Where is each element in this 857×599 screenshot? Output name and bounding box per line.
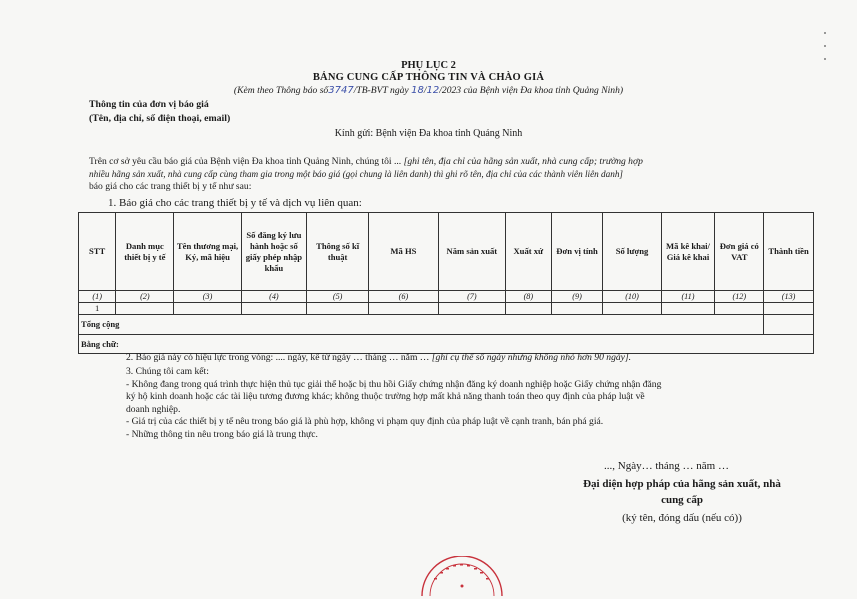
commitments-list: [126, 379, 816, 441]
table-cell: [603, 303, 661, 315]
amount-in-words-row: [79, 335, 814, 354]
col-number: (1): [79, 291, 116, 303]
commit-title: 3. Chúng tôi cam kết:: [126, 366, 209, 377]
col-number: (8): [506, 291, 552, 303]
quotation-table: [78, 212, 814, 354]
col-header: Đơn giá có VAT: [715, 213, 764, 291]
table-header-row: [79, 213, 814, 291]
col-number: (7): [438, 291, 505, 303]
col-header: Mã HS: [369, 213, 438, 291]
col-header: Thông số kĩ thuật: [307, 213, 369, 291]
table-cell: [241, 303, 306, 315]
red-seal-icon: [414, 556, 510, 596]
col-number: (10): [603, 291, 661, 303]
row-stt: 1: [79, 303, 116, 315]
table-cell: [438, 303, 505, 315]
col-header: Đơn vị tính: [551, 213, 603, 291]
col-header: Danh mục thiết bị y tế: [116, 213, 174, 291]
signature-date-line: ..., Ngày… tháng … năm …: [604, 460, 729, 472]
intro-line1-italic: [ghi tên, địa chỉ của hãng sản xuất, nhà cung cấp; trường hợp: [403, 156, 643, 167]
table-cell: [715, 303, 764, 315]
validity-note: [ghi cụ thể số ngày nhưng không nhỏ hơn 90 ngày].: [431, 352, 632, 363]
commitment-line: doanh nghiệp.: [126, 403, 181, 415]
table-cell: [369, 303, 438, 315]
intro-line3: báo giá cho các trang thiết bị y tế như sau:: [89, 180, 252, 192]
col-header: Thành tiền: [764, 213, 814, 291]
signature-note: (ký tên, đóng dấu (nếu có)): [622, 512, 742, 524]
table-number-row: [79, 291, 814, 303]
validity-text: 2. Báo giá này có hiệu lực trong vòng: .... ngày, kể từ ngày … tháng … năm …: [126, 352, 432, 363]
subtitle-suffix: /2023 của Bệnh viện Đa khoa tỉnh Quảng Ninh): [439, 85, 624, 96]
table-row: [79, 303, 814, 315]
notice-number-handwritten: 3747: [328, 85, 354, 96]
col-number: (6): [369, 291, 438, 303]
unit-info-line2: (Tên, địa chỉ, số điện thoại, email): [89, 113, 231, 124]
appendix-title: PHỤ LỤC 2: [401, 60, 456, 71]
intro-paragraph: [89, 156, 809, 193]
col-number: (13): [764, 291, 814, 303]
col-header: Tên thương mại, Ký, mã hiệu: [174, 213, 241, 291]
table-cell: [174, 303, 241, 315]
commitment-line: - Giá trị của các thiết bị y tế nêu trong báo giá là phù hợp, không vi phạm quy định của pháp luật về cạnh tranh, bán phá giá.: [126, 416, 604, 428]
intro-line1-normal: Trên cơ sở yêu cầu báo giá của Bệnh viện Đa khoa tỉnh Quảng Ninh, chúng tôi ...: [89, 156, 404, 167]
col-number: (9): [551, 291, 603, 303]
table-cell: [551, 303, 603, 315]
intro-line2: nhiều hãng sản xuất, nhà cung cấp cùng tham gia trong một báo giá (gọi chung là liên danh) thì ghi rõ tên, địa chỉ của các thành viên liên danh]: [89, 169, 623, 180]
subtitle-prefix: (Kèm theo Thông báo số: [233, 85, 329, 96]
col-header: Mã kê khai/ Giá kê khai: [661, 213, 715, 291]
day-handwritten: 18: [411, 85, 424, 96]
subtitle-mid: /TB-BVT ngày: [353, 85, 409, 96]
validity-line: [126, 352, 631, 364]
table-cell: [506, 303, 552, 315]
table-cell: [116, 303, 174, 315]
col-header: Số đăng ký lưu hành hoặc số giấy phép nhập khẩu: [241, 213, 306, 291]
total-row: [79, 315, 814, 335]
form-title: BẢNG CUNG CẤP THÔNG TIN VÀ CHÀO GIÁ: [312, 72, 545, 83]
commitment-line: ký hộ kinh doanh hoặc các tài liệu tương đương khác; không thuộc trường hợp mất khả năng thanh toán theo quy định của pháp luật về: [126, 391, 645, 403]
commitment-line: - Những thông tin nêu trong báo giá là trung thực.: [126, 428, 318, 440]
month-handwritten: 12: [426, 85, 440, 96]
margin-marks-icon: [822, 30, 828, 64]
commitment-line: - Không đang trong quá trình thực hiện thủ tục giải thể hoặc bị thu hồi Giấy chứng nhận đăng ký doanh nghiệp hoặc Giấy chứng nhận đăng: [126, 379, 662, 390]
col-number: (5): [307, 291, 369, 303]
col-header: Xuất xứ: [506, 213, 552, 291]
total-label: Tổng cộng: [79, 315, 764, 335]
col-header: Năm sản xuất: [438, 213, 505, 291]
signature-rep-line1: Đại diện hợp pháp của hãng sản xuất, nhà: [583, 478, 781, 490]
col-number: (3): [174, 291, 241, 303]
col-number: (11): [661, 291, 715, 303]
unit-info-line1: Thông tin của đơn vị báo giá: [89, 99, 209, 110]
amount-in-words-label: Bằng chữ:: [79, 335, 814, 354]
table-cell: [661, 303, 715, 315]
subtitle-sep: /: [423, 85, 427, 96]
total-value-cell: [764, 315, 814, 335]
table-cell: [764, 303, 814, 315]
col-number: (12): [715, 291, 764, 303]
col-header: Số lượng: [603, 213, 661, 291]
subtitle: [0, 85, 857, 96]
col-header: STT: [79, 213, 116, 291]
signature-rep-line2: cung cấp: [661, 494, 703, 506]
greeting: Kính gửi: Bệnh viện Đa khoa tỉnh Quảng Ninh: [334, 128, 523, 139]
col-number: (4): [241, 291, 306, 303]
col-number: (2): [116, 291, 174, 303]
table-cell: [307, 303, 369, 315]
section-1-heading: 1. Báo giá cho các trang thiết bị y tế và dịch vụ liên quan:: [108, 197, 362, 209]
